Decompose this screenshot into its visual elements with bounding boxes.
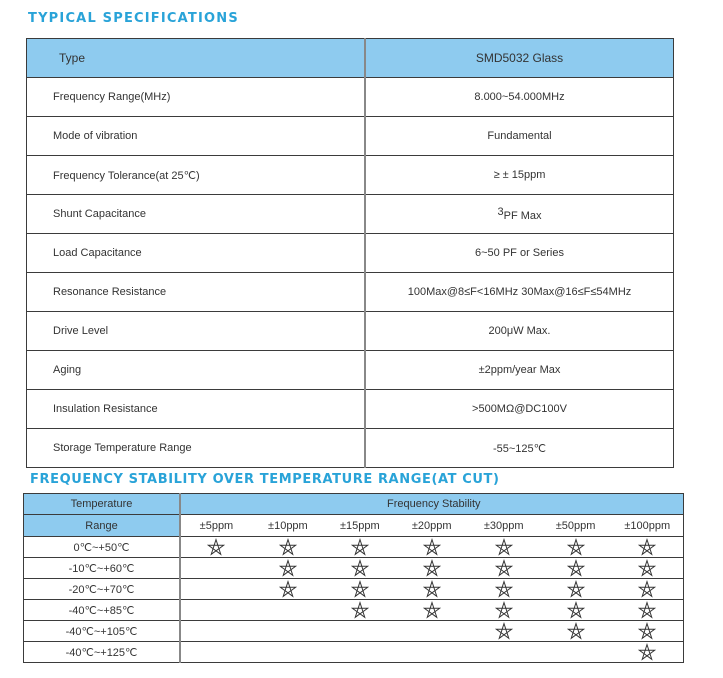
outline-star-icon (423, 538, 441, 556)
outline-star-icon (279, 538, 297, 556)
outline-star-icon (495, 622, 513, 640)
stability-cell (396, 558, 468, 579)
stability-cell (252, 558, 324, 579)
outline-star-icon (567, 580, 585, 598)
spec-value: 100Max@8≤F<16MHz 30Max@16≤F≤54MHz (365, 273, 674, 312)
stability-cell (396, 642, 468, 663)
outline-star-icon (495, 580, 513, 598)
stability-cell (252, 621, 324, 642)
outline-star-icon (351, 601, 369, 619)
stability-cell (468, 642, 540, 663)
stability-cell (396, 579, 468, 600)
stability-column-header: ±5ppm (180, 515, 252, 537)
spec-row (27, 273, 674, 312)
outline-star-icon (567, 622, 585, 640)
stability-cell (396, 621, 468, 642)
temperature-range: -40℃~+105℃ (24, 621, 181, 642)
spec-header-row (27, 39, 674, 78)
stability-cell (612, 579, 684, 600)
spec-label: Load Capacitance (27, 234, 366, 273)
stability-cell (180, 642, 252, 663)
spec-value-text: PF Max (503, 210, 542, 222)
spec-label: Aging (27, 351, 366, 390)
outline-star-icon (495, 601, 513, 619)
stability-column-header: ±100ppm (612, 515, 684, 537)
outline-star-icon (207, 538, 225, 556)
stability-cell (468, 621, 540, 642)
stability-row (24, 600, 684, 621)
stability-cell (468, 579, 540, 600)
spec-row (27, 429, 674, 468)
spec-label: Insulation Resistance (27, 390, 366, 429)
spec-value: Fundamental (365, 117, 674, 156)
spec-label: Shunt Capacitance (27, 195, 366, 234)
outline-star-icon (638, 601, 656, 619)
stability-subheader-row (24, 515, 684, 537)
stability-cell (252, 537, 324, 558)
stability-cell (540, 579, 612, 600)
stability-row (24, 621, 684, 642)
spec-value (365, 195, 674, 234)
stability-cell (468, 558, 540, 579)
spec-value-superscript: 3 (497, 206, 504, 218)
stability-cell (540, 642, 612, 663)
spec-value: -55~125℃ (365, 429, 674, 468)
temperature-range: -40℃~+85℃ (24, 600, 181, 621)
stability-cell (252, 600, 324, 621)
temperature-range: -20℃~+70℃ (24, 579, 181, 600)
outline-star-icon (495, 559, 513, 577)
specifications-title: TYPICAL SPECIFICATIONS (28, 11, 239, 26)
stability-table (23, 493, 684, 663)
outline-star-icon (351, 538, 369, 556)
spec-value: >500MΩ@DC100V (365, 390, 674, 429)
outline-star-icon (495, 538, 513, 556)
spec-header-label: Type (27, 39, 366, 78)
outline-star-icon (423, 559, 441, 577)
outline-star-icon (638, 559, 656, 577)
spec-row (27, 78, 674, 117)
stability-cell (324, 558, 396, 579)
stability-row (24, 558, 684, 579)
spec-header-value: SMD5032 Glass (365, 39, 674, 78)
spec-value: 6~50 PF or Series (365, 234, 674, 273)
stability-cell (468, 600, 540, 621)
stability-cell (324, 642, 396, 663)
outline-star-icon (279, 580, 297, 598)
temperature-header: Temperature (24, 494, 181, 515)
stability-column-header: ±50ppm (540, 515, 612, 537)
outline-star-icon (638, 622, 656, 640)
temperature-range: -40℃~+125℃ (24, 642, 181, 663)
spec-value: ±2ppm/year Max (365, 351, 674, 390)
stability-cell (540, 621, 612, 642)
stability-cell (540, 537, 612, 558)
stability-cell (324, 537, 396, 558)
spec-row (27, 117, 674, 156)
stability-column-header: ±15ppm (324, 515, 396, 537)
outline-star-icon (567, 538, 585, 556)
stability-cell (324, 600, 396, 621)
stability-column-header: ±30ppm (468, 515, 540, 537)
stability-cell (180, 621, 252, 642)
stability-cell (540, 600, 612, 621)
outline-star-icon (638, 538, 656, 556)
spec-value: 200μW Max. (365, 312, 674, 351)
stability-header-row (24, 494, 684, 515)
stability-cell (468, 537, 540, 558)
stability-column-header: ±20ppm (396, 515, 468, 537)
specifications-table (26, 38, 674, 468)
outline-star-icon (351, 559, 369, 577)
spec-label: Storage Temperature Range (27, 429, 366, 468)
outline-star-icon (423, 601, 441, 619)
spec-row (27, 234, 674, 273)
stability-cell (612, 558, 684, 579)
outline-star-icon (567, 601, 585, 619)
outline-star-icon (351, 580, 369, 598)
stability-cell (252, 579, 324, 600)
temperature-range: 0℃~+50℃ (24, 537, 181, 558)
stability-row (24, 537, 684, 558)
stability-cell (612, 621, 684, 642)
stability-column-header: ±10ppm (252, 515, 324, 537)
spec-row (27, 351, 674, 390)
stability-row (24, 579, 684, 600)
stability-title: FREQUENCY STABILITY OVER TEMPERATURE RANGE(AT CUT) (30, 472, 500, 487)
stability-cell (612, 537, 684, 558)
stability-row (24, 642, 684, 663)
spec-label: Frequency Tolerance(at 25℃) (27, 156, 366, 195)
range-header: Range (24, 515, 181, 537)
outline-star-icon (279, 559, 297, 577)
spec-label: Drive Level (27, 312, 366, 351)
stability-cell (324, 579, 396, 600)
spec-row (27, 195, 674, 234)
stability-cell (324, 621, 396, 642)
outline-star-icon (567, 559, 585, 577)
stability-cell (396, 537, 468, 558)
stability-cell (252, 642, 324, 663)
outline-star-icon (423, 580, 441, 598)
spec-value: 8.000~54.000MHz (365, 78, 674, 117)
spec-row (27, 312, 674, 351)
spec-label: Mode of vibration (27, 117, 366, 156)
stability-cell (396, 600, 468, 621)
temperature-range: -10℃~+60℃ (24, 558, 181, 579)
stability-cell (180, 558, 252, 579)
spec-label: Resonance Resistance (27, 273, 366, 312)
spec-row (27, 390, 674, 429)
frequency-stability-header: Frequency Stability (180, 494, 684, 515)
stability-cell (540, 558, 612, 579)
stability-cell (180, 537, 252, 558)
stability-cell (180, 579, 252, 600)
stability-cell (612, 642, 684, 663)
spec-row (27, 156, 674, 195)
stability-cell (180, 600, 252, 621)
stability-cell (612, 600, 684, 621)
outline-star-icon (638, 580, 656, 598)
spec-label: Frequency Range(MHz) (27, 78, 366, 117)
spec-value: ≥ ± 15ppm (365, 156, 674, 195)
outline-star-icon (638, 643, 656, 661)
